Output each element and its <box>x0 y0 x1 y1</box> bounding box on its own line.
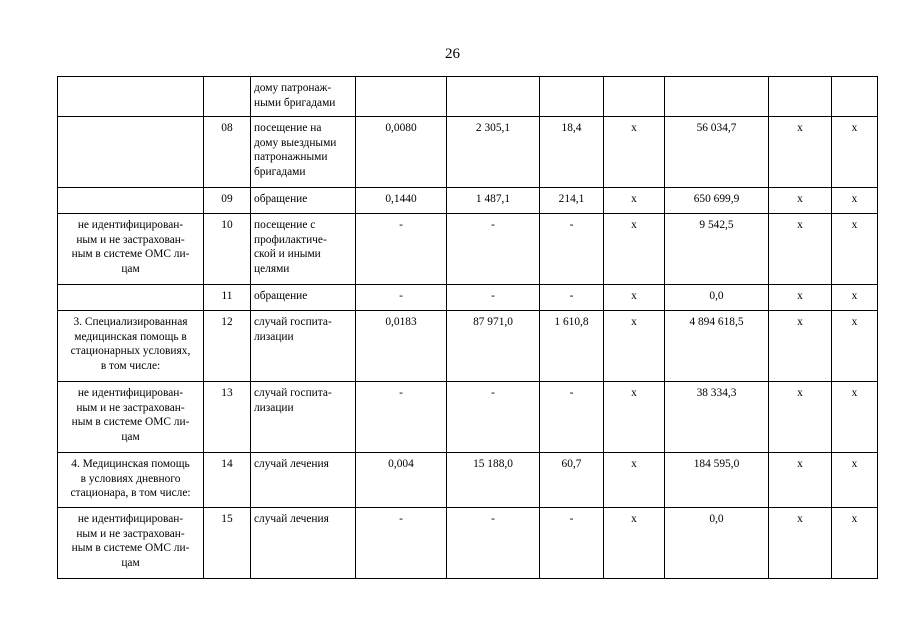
value-cell: - <box>447 508 540 579</box>
row-name-cell <box>58 188 204 214</box>
unit-cell: случай лечения <box>251 453 356 508</box>
row-name-cell: 4. Медицинская помощь в условиях дневного стационара, в том числе: <box>58 453 204 508</box>
value-cell: х <box>769 188 832 214</box>
line-number-cell: 09 <box>204 188 251 214</box>
value-cell: 184 595,0 <box>665 453 769 508</box>
value-cell: х <box>604 188 665 214</box>
value-cell: 1 487,1 <box>447 188 540 214</box>
line-number-cell <box>204 77 251 117</box>
row-name-cell: не идентифицирован- ным и не застрахован- ным в системе ОМС ли- цам <box>58 214 204 285</box>
value-cell <box>832 77 878 117</box>
value-cell: х <box>604 508 665 579</box>
value-cell: - <box>356 382 447 453</box>
value-cell: х <box>604 311 665 382</box>
unit-cell: дому патронаж- ными бригадами <box>251 77 356 117</box>
value-cell: х <box>832 117 878 188</box>
value-cell: х <box>604 382 665 453</box>
row-name-cell: 3. Специализированная медицинская помощь в стационарных условиях, в том числе: <box>58 311 204 382</box>
table-row <box>58 311 878 382</box>
value-cell: х <box>604 117 665 188</box>
line-number-cell: 15 <box>204 508 251 579</box>
value-cell: 0,0080 <box>356 117 447 188</box>
row-name-cell <box>58 77 204 117</box>
value-cell: х <box>832 311 878 382</box>
value-cell: 650 699,9 <box>665 188 769 214</box>
value-cell: 56 034,7 <box>665 117 769 188</box>
value-cell: - <box>447 382 540 453</box>
value-cell: 0,0183 <box>356 311 447 382</box>
unit-cell: случай лечения <box>251 508 356 579</box>
line-number-cell: 11 <box>204 285 251 311</box>
line-number-cell: 12 <box>204 311 251 382</box>
row-name-cell <box>58 285 204 311</box>
value-cell: х <box>832 214 878 285</box>
unit-cell: случай госпита- лизации <box>251 311 356 382</box>
value-cell: 0,1440 <box>356 188 447 214</box>
value-cell: - <box>447 285 540 311</box>
table-row <box>58 453 878 508</box>
line-number-cell: 08 <box>204 117 251 188</box>
value-cell: 2 305,1 <box>447 117 540 188</box>
value-cell: х <box>769 117 832 188</box>
line-number-cell: 14 <box>204 453 251 508</box>
value-cell: 214,1 <box>540 188 604 214</box>
value-cell: х <box>832 508 878 579</box>
value-cell: - <box>356 508 447 579</box>
value-cell: х <box>604 214 665 285</box>
value-cell <box>604 77 665 117</box>
unit-cell: посещение с профилактиче- ской и иными целями <box>251 214 356 285</box>
value-cell: 4 894 618,5 <box>665 311 769 382</box>
value-cell: 0,0 <box>665 508 769 579</box>
value-cell: х <box>769 214 832 285</box>
row-name-cell: не идентифицирован- ным и не застрахован- ным в системе ОМС ли- цам <box>58 382 204 453</box>
value-cell: 87 971,0 <box>447 311 540 382</box>
value-cell: х <box>769 508 832 579</box>
value-cell: - <box>356 214 447 285</box>
value-cell: 9 542,5 <box>665 214 769 285</box>
value-cell: 1 610,8 <box>540 311 604 382</box>
page-number: 26 <box>445 46 460 62</box>
value-cell: 60,7 <box>540 453 604 508</box>
table-row <box>58 285 878 311</box>
row-name-cell: не идентифицирован- ным и не застрахован- ным в системе ОМС ли- цам <box>58 508 204 579</box>
value-cell: - <box>447 214 540 285</box>
row-name-cell <box>58 117 204 188</box>
line-number-cell: 10 <box>204 214 251 285</box>
data-table <box>57 76 878 579</box>
value-cell: х <box>769 453 832 508</box>
unit-cell: случай госпита- лизации <box>251 382 356 453</box>
value-cell: х <box>769 382 832 453</box>
value-cell <box>447 77 540 117</box>
value-cell <box>540 77 604 117</box>
value-cell: х <box>832 188 878 214</box>
table-row <box>58 77 878 117</box>
value-cell: - <box>540 508 604 579</box>
unit-cell: обращение <box>251 188 356 214</box>
unit-cell: посещение на дому выездными патронажными бригадами <box>251 117 356 188</box>
value-cell: - <box>540 214 604 285</box>
value-cell: х <box>769 285 832 311</box>
value-cell: х <box>832 453 878 508</box>
value-cell: - <box>540 285 604 311</box>
value-cell: х <box>769 311 832 382</box>
value-cell: 0,0 <box>665 285 769 311</box>
value-cell: - <box>356 285 447 311</box>
value-cell: 0,004 <box>356 453 447 508</box>
table-row <box>58 382 878 453</box>
table-row <box>58 508 878 579</box>
value-cell: 15 188,0 <box>447 453 540 508</box>
value-cell: - <box>540 382 604 453</box>
value-cell: х <box>832 382 878 453</box>
table-row <box>58 117 878 188</box>
line-number-cell: 13 <box>204 382 251 453</box>
value-cell: х <box>604 453 665 508</box>
value-cell: х <box>832 285 878 311</box>
table-row <box>58 214 878 285</box>
value-cell: 18,4 <box>540 117 604 188</box>
value-cell <box>769 77 832 117</box>
value-cell <box>356 77 447 117</box>
value-cell: х <box>604 285 665 311</box>
unit-cell: обращение <box>251 285 356 311</box>
table-row <box>58 188 878 214</box>
value-cell <box>665 77 769 117</box>
value-cell: 38 334,3 <box>665 382 769 453</box>
